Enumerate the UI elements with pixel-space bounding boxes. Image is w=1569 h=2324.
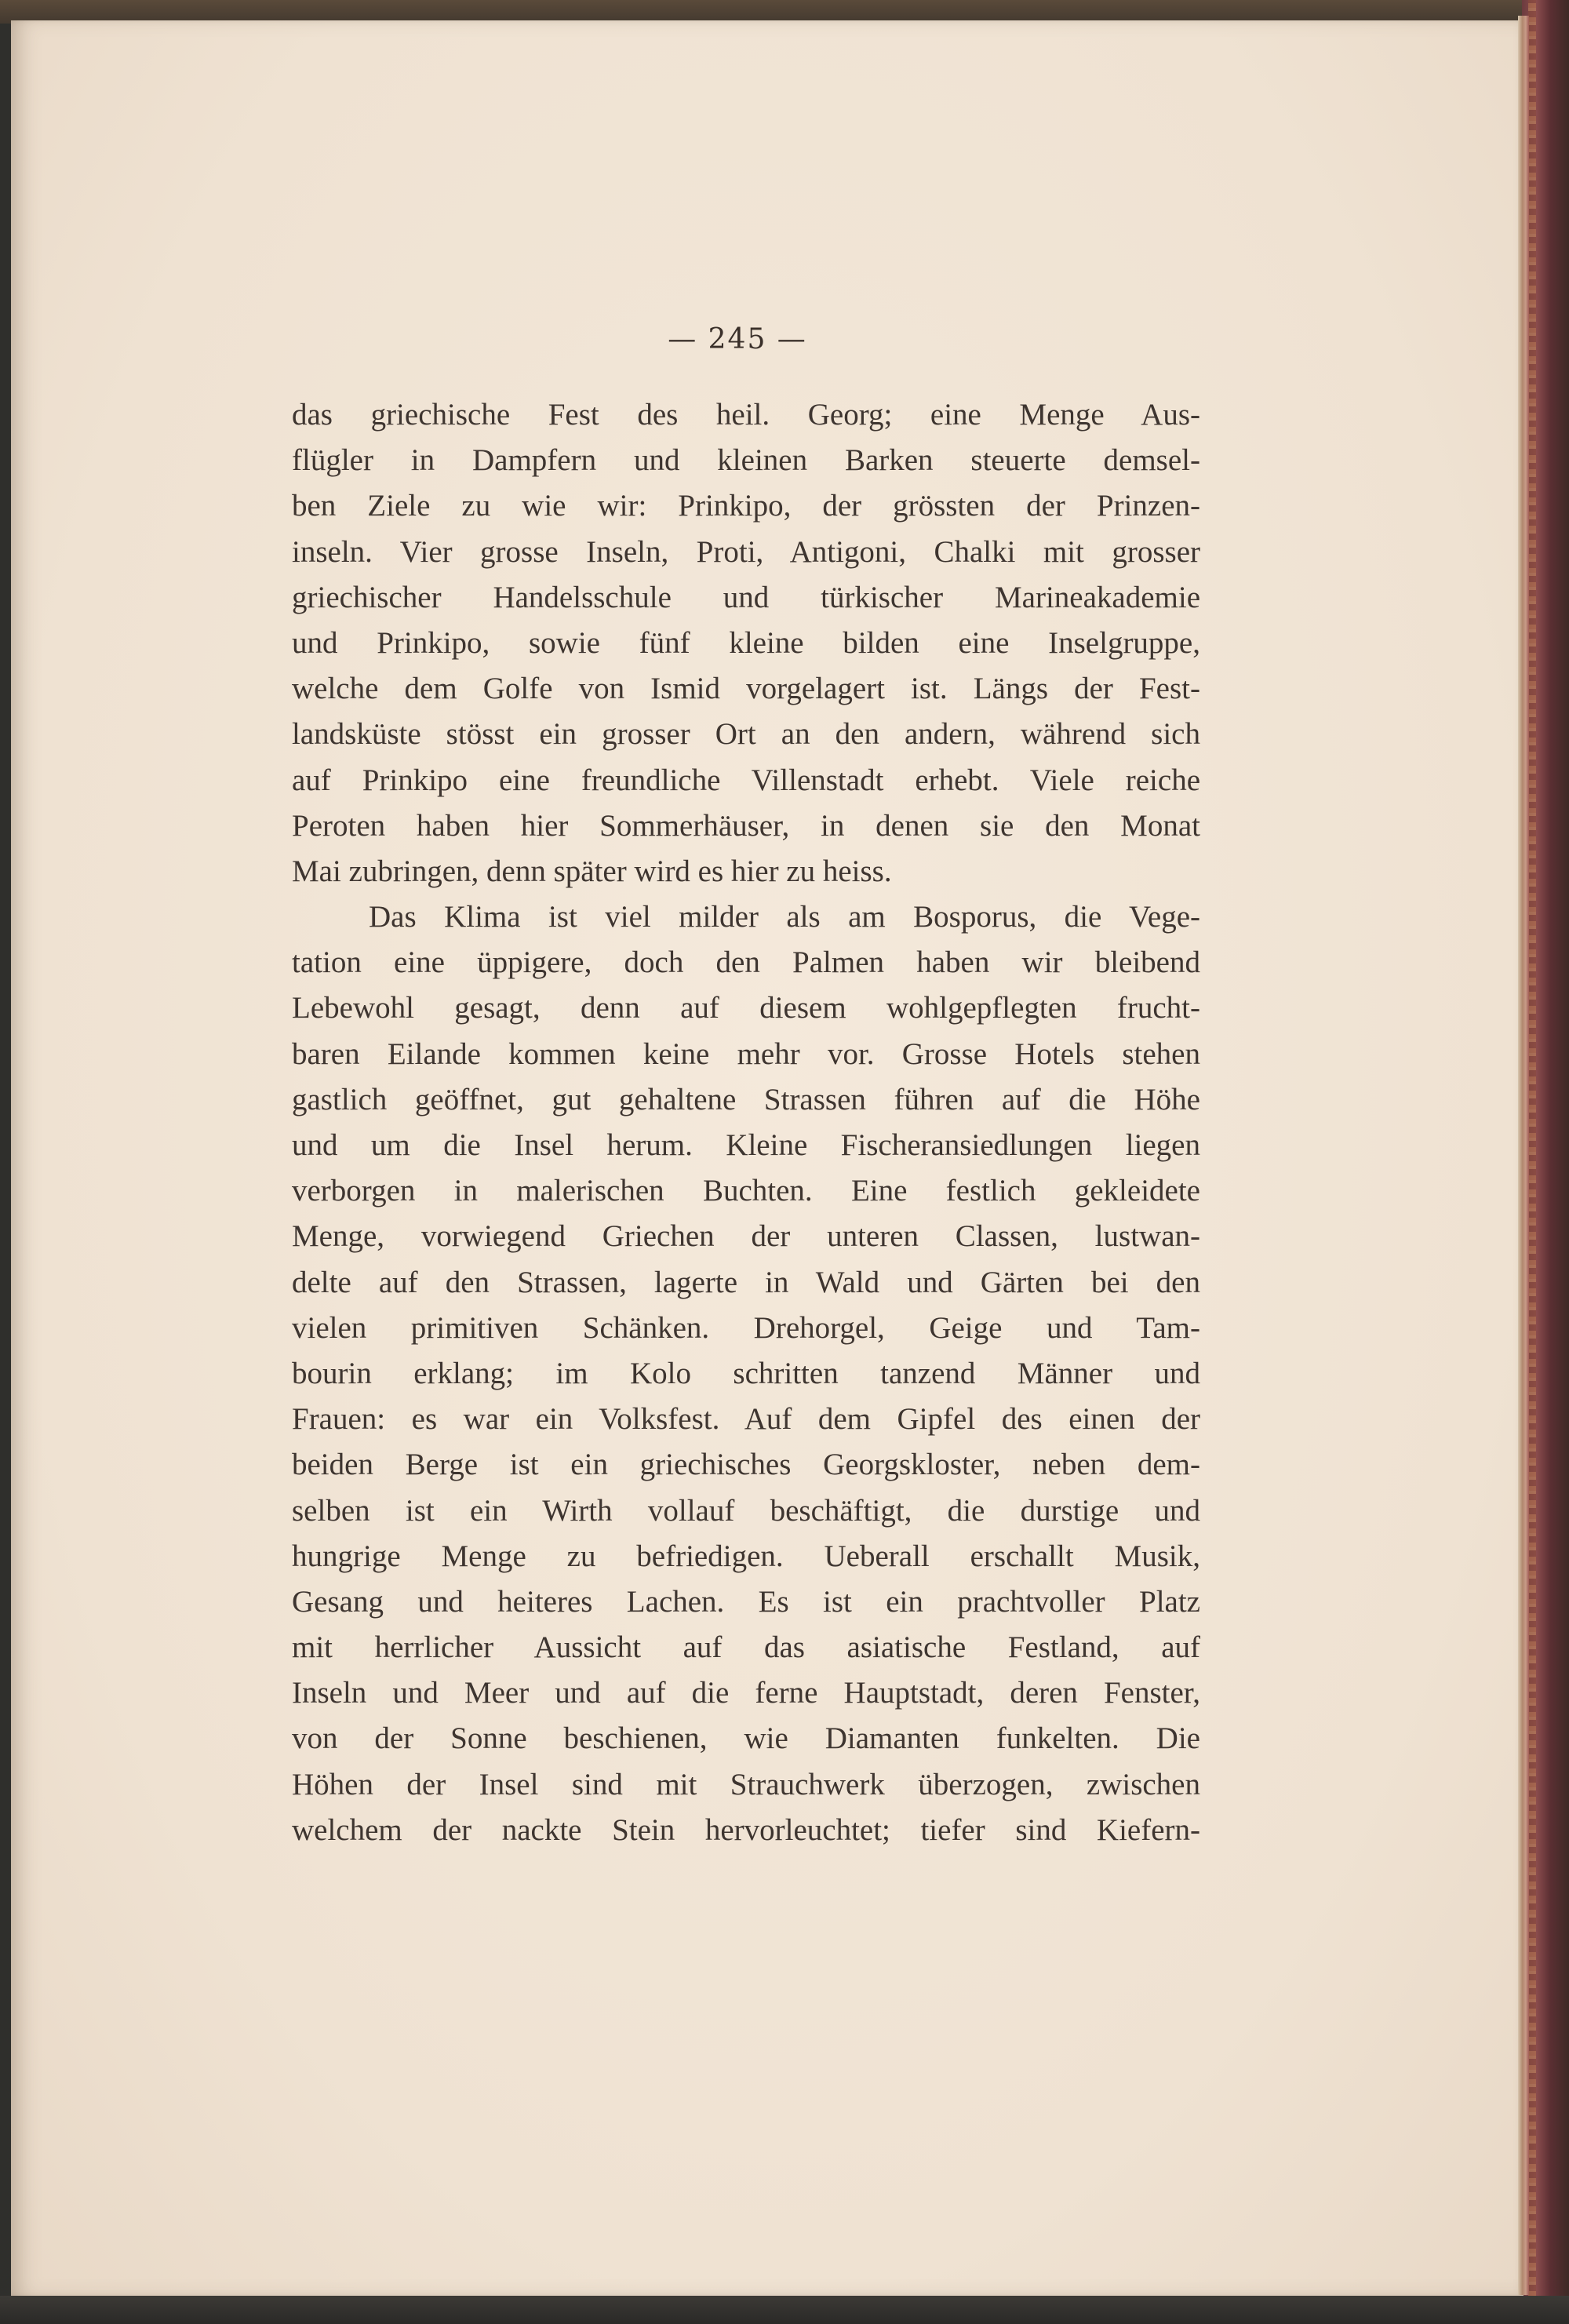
book-cover-right-edge bbox=[1522, 0, 1569, 2324]
text-line: Frauen: es war ein Volksfest. Auf dem Gipfel des einen der bbox=[292, 1402, 1200, 1437]
text-line: Peroten haben hier Sommerhäuser, in denen sie den Monat bbox=[292, 808, 1200, 843]
text-line: ben Ziele zu wie wir: Prinkipo, der grössten der Prinzen- bbox=[292, 489, 1200, 523]
text-line: mit herrlicher Aussicht auf das asiatische Festland, auf bbox=[292, 1630, 1200, 1665]
page-number: — 245 — bbox=[668, 323, 807, 355]
text-line: und um die Insel herum. Kleine Fischeransiedlungen liegen bbox=[292, 1128, 1200, 1162]
text-line: welchem der nackte Stein hervorleuchtet; tiefer sind Kiefern- bbox=[292, 1812, 1200, 1847]
text-line: delte auf den Strassen, lagerte in Wald und Gärten bei den bbox=[292, 1265, 1200, 1299]
text-line: das griechische Fest des heil. Georg; eine Menge Aus- bbox=[292, 398, 1200, 432]
body-text bbox=[292, 392, 1200, 1853]
text-line: Lebewohl gesagt, denn auf diesem wohlgepflegten frucht- bbox=[292, 991, 1200, 1025]
text-line: griechischer Handelsschule und türkischer Marineakademie bbox=[292, 580, 1200, 614]
text-line: welche dem Golfe von Ismid vorgelagert ist. Längs der Fest- bbox=[292, 672, 1200, 706]
text-line-paragraph-end: Mai zubringen, denn später wird es hier zu heiss. bbox=[292, 854, 892, 888]
text-line: bourin erklang; im Kolo schritten tanzend Männer und bbox=[292, 1356, 1200, 1390]
text-line: gastlich geöffnet, gut gehaltene Strassen führen auf die Höhe bbox=[292, 1082, 1200, 1116]
text-line: beiden Berge ist ein griechisches Georgskloster, neben dem- bbox=[292, 1448, 1200, 1482]
text-line: baren Eilande kommen keine mehr vor. Grosse Hotels stehen bbox=[292, 1036, 1200, 1071]
text-line: landsküste stösst ein grosser Ort an den andern, während sich bbox=[292, 717, 1200, 752]
text-line: auf Prinkipo eine freundliche Villenstadt erhebt. Viele reiche bbox=[292, 763, 1200, 797]
text-line: tation eine üppigere, doch den Palmen haben wir bleibend bbox=[292, 945, 1200, 980]
page-stack-edge bbox=[1518, 16, 1529, 2295]
text-line: Gesang und heiteres Lachen. Es ist ein prachtvoller Platz bbox=[292, 1584, 1200, 1619]
text-line: Höhen der Insel sind mit Strauchwerk überzogen, zwischen bbox=[292, 1767, 1200, 1801]
book-cover-bottom-edge bbox=[0, 2296, 1569, 2324]
text-line-paragraph-start: Das Klima ist viel milder als am Bosporus, die Vege- bbox=[369, 900, 1200, 934]
text-line: von der Sonne beschienen, wie Diamanten funkelten. Die bbox=[292, 1721, 1200, 1756]
text-line: Menge, vorwiegend Griechen der unteren Classen, lustwan- bbox=[292, 1219, 1200, 1254]
text-line: vielen primitiven Schänken. Drehorgel, Geige und Tam- bbox=[292, 1310, 1200, 1345]
text-line: selben ist ein Wirth vollauf beschäftigt, die durstige und bbox=[292, 1493, 1200, 1528]
text-line: Inseln und Meer und auf die ferne Hauptstadt, deren Fenster, bbox=[292, 1676, 1200, 1710]
text-line: und Prinkipo, sowie fünf kleine bilden eine Inselgruppe, bbox=[292, 625, 1200, 660]
text-line: inseln. Vier grosse Inseln, Proti, Antigoni, Chalki mit grosser bbox=[292, 534, 1200, 569]
text-line: flügler in Dampfern und kleinen Barken steuerte demsel- bbox=[292, 443, 1200, 478]
text-line: verborgen in malerischen Buchten. Eine festlich gekleidete bbox=[292, 1174, 1200, 1208]
text-line: hungrige Menge zu befriedigen. Ueberall erschallt Musik, bbox=[292, 1539, 1200, 1573]
